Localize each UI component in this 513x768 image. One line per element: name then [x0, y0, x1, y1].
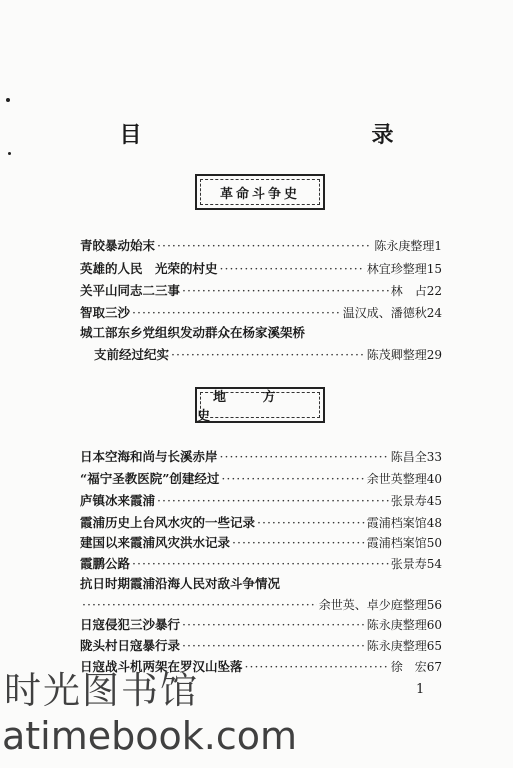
scan-speck [6, 98, 10, 102]
page-number: 1 [416, 682, 425, 697]
toc-entry[interactable]: “福宁圣教医院”创建经过 ····· 余世英整理 40 [80, 469, 442, 488]
watermark-title: 时光图书馆 [4, 669, 199, 712]
toc-entry[interactable]: 陇头村日寇暴行录 ····· 陈永庚整理 65 [80, 636, 442, 655]
watermark-url: atimebook.com [2, 714, 298, 758]
toc-entry[interactable]: 日寇侵犯三沙暴行 ····· 陈永庚整理 60 [80, 615, 442, 634]
toc-entry[interactable]: 霞浦历史上台风水灾的一些记录 ····· 霞浦档案馆 48 [80, 513, 442, 532]
toc-entry[interactable]: 庐镇冰来霞浦 ····· 张景寿 45 [80, 491, 442, 510]
toc-entry[interactable]: 支前经过纪实 ····· 陈茂卿整理 29 [94, 345, 442, 364]
toc-entry-title-line[interactable]: 抗日时期霞浦沿海人民对敌斗争情况 [80, 576, 281, 591]
section-heading-local-history: 地 方 史 [195, 387, 325, 423]
scan-speck [8, 152, 11, 155]
toc-entry[interactable]: 英雄的人民 光荣的村史 ····· 林宜珍整理 15 [80, 259, 442, 278]
toc-entry[interactable]: 智取三沙 ····· 温汉成、潘德秋 24 [80, 303, 442, 322]
toc-entry[interactable]: 建国以来霞浦风灾洪水记录 ····· 霞浦档案馆 50 [80, 533, 442, 552]
toc-entry[interactable]: 青皎暴动始末 ····· 陈永庚整理 1 [80, 236, 442, 255]
toc-entry[interactable]: 日本空海和尚与长溪赤岸 ····· 陈昌全 33 [80, 447, 442, 466]
toc-entry[interactable]: 日寇战斗机两架在罗汉山坠落 ····· 徐 宏 67 [80, 657, 442, 676]
toc-entry[interactable]: 霞鹏公路 ····· 张景寿 54 [80, 554, 442, 573]
toc-entry[interactable]: 关平山同志二三事 ····· 林 占 22 [80, 281, 442, 300]
toc-entry-title-line[interactable]: 城工部东乡党组织发动群众在杨家溪架桥 [80, 325, 306, 340]
section-heading-revolution: 革命斗争史 [195, 174, 325, 210]
toc-entry[interactable]: ····· 余世英、卓少庭整理 56 [80, 596, 442, 615]
page-title: 目 录 [119, 122, 456, 148]
